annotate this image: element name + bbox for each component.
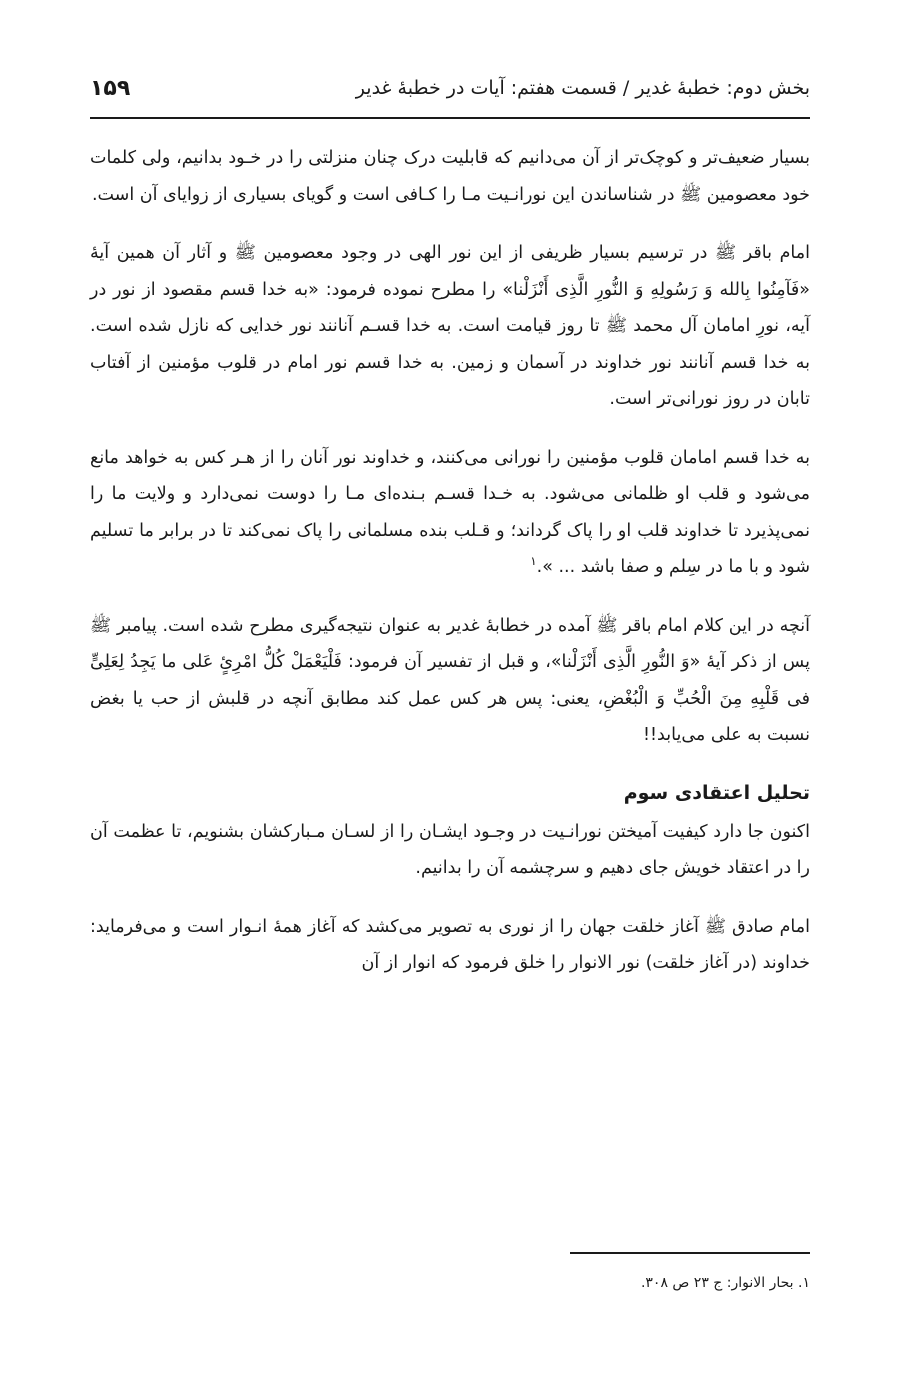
section-paragraph-1: اکنون جا دارد کیفیت آمیختن نورانـیت در وجـود ایشـان را از لسـان مـبارکشان بشنویم، تا عظمت آن را در اعتقاد خویش جای دهیم و سرچشمه آن را بدانیم. [90,821,810,878]
running-title: بخش دوم: خطبهٔ غدیر / قسمت هفتم: آیات در خطبهٔ غدیر [355,77,810,99]
section-paragraph-2: امام صادق ﷺ آغاز خلقت جهان را از نوری به تصویر می‌کشد که آغاز همهٔ انـوار است و می‌فرماید: خداوند (در آغاز خلقت) نور الانوار را خلق فرمود که انوار از آن [90,916,810,973]
header-rule [90,117,810,119]
footnote: ۱. بحار الانوار: ج ۲۳ ص ۳۰۸. [640,1275,810,1291]
paragraph-2: امام باقر ﷺ در ترسیم بسیار ظریفی از این نور الهی در وجود معصومین ﷺ و آثار آن همین آیهٔ «فَآمِنُوا بِالله وَ رَسُولِهِ وَ النُّورِ الَّذِی أَنْزَلْنا» را مطرح نموده فرمود: «به خدا قسم مقصود از نور در آیه، نورِ امامان آل محمد ﷺ تا روز قیامت است. به خدا قسـم آنانند نور خدایی که نازل شده است. به خدا قسم آنانند نور خداوند در آسمان و زمین. به خدا قسم نور امام در قلوب مؤمنین از آفتاب تابان در روز نورانی‌تر است. [90,243,810,409]
footnote-reference: ۱ [530,554,537,569]
book-page [90,0,810,1390]
section-heading: تحلیل اعتقادی سوم [623,781,810,804]
paragraph-1: بسیار ضعیف‌تر و کوچک‌تر از آن می‌دانیم که قابلیت درک چنان منزلتی را در خـود بدانیم، ولی کلمات خود معصومین ﷺ در شناساندن این نورانـیت مـا را کـافی است و گویای بسیاری از زوایای آن است. [90,148,810,205]
paragraph-3-text: به خدا قسم امامان قلوب مؤمنین را نورانی می‌کنند، و خداوند نور آنان را از هـر کس به خواهد مانع می‌شود و قلب او ظلمانی می‌شود. به خـدا قسـم بـنده‌ای مـا را دوست نمی‌دارد و ولایت ما را نمی‌پذیرد تا خداوند قلب او را پاک گرداند؛ و قـلب بنده مسلمانی را پاک نمی‌کند تا در برابر ما تسلیم شود و با ما در سِلم و صفا باشد ... ». [90,447,810,577]
page-number: ۱۵۹ [90,75,131,101]
body-text [90,140,810,1004]
page-header [90,66,810,110]
paragraph-3 [90,440,810,586]
paragraph-4: آنچه در این کلام امام باقر ﷺ آمده در خطابهٔ غدیر به عنوان نتیجه‌گیری مطرح شده است. پیامبر ﷺ پس از ذکر آیهٔ «وَ النُّورِ الَّذِی أَنْزَلْنا»، و قبل از تفسیر آن فرمود: فَلْیَعْمَلْ کُلُّ امْرِئٍ عَلی ما یَجِدُ لِعَلِیٍّ فی قَلْبِهِ مِنَ الْحُبِّ وَ الْبُغْضِ، یعنی: پس هر کس عمل کند مطابق آنچه در قلبش از حب یا بغض نسبت به علی می‌یابد!! [90,615,810,745]
footnote-rule [570,1252,810,1254]
